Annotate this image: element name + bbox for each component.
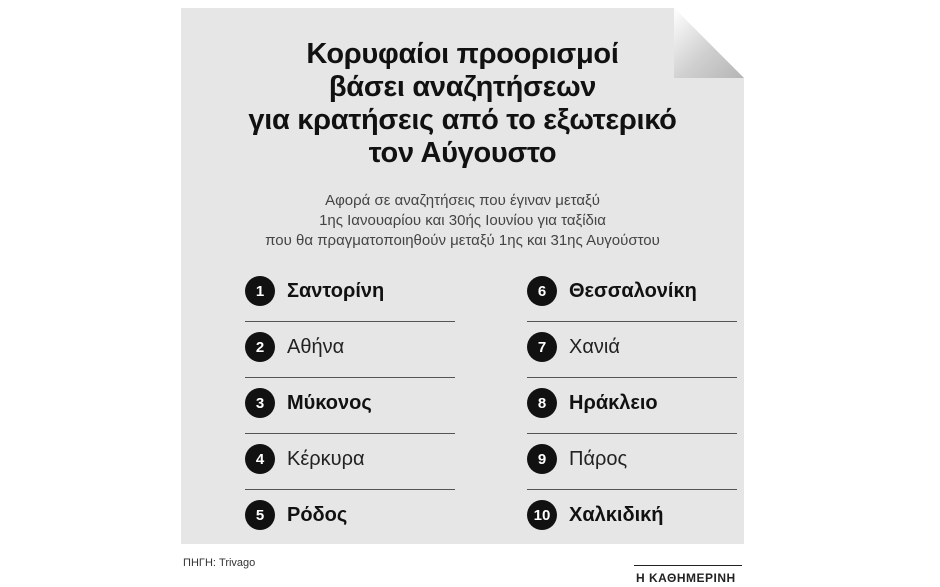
rank-badge: 1	[245, 276, 275, 306]
publisher-logo: Η ΚΑΘΗΜΕΡΙΝΗ	[636, 571, 736, 585]
divider	[527, 321, 737, 322]
ranking-item	[245, 388, 455, 444]
destination-name: Κέρκυρα	[287, 448, 365, 470]
destination-name: Αθήνα	[287, 336, 345, 358]
ranking-item	[245, 332, 455, 388]
ranking-item	[245, 500, 455, 556]
destination-name: Ρόδος	[287, 504, 348, 526]
ranking-item	[527, 276, 737, 332]
destination-name: Πάρος	[569, 448, 628, 470]
rank-badge: 3	[245, 388, 275, 418]
divider	[527, 377, 737, 378]
rank-badge: 10	[527, 500, 557, 530]
ranking-item	[245, 276, 455, 332]
rank-badge: 5	[245, 500, 275, 530]
subtitle-line: που θα πραγματοποιηθούν μεταξύ 1ης και 31ης Αυγούστου	[265, 232, 660, 249]
brand-divider	[634, 565, 742, 566]
destination-name: Θεσσαλονίκη	[569, 280, 697, 302]
divider	[245, 433, 455, 434]
infographic-title	[181, 38, 744, 170]
destination-name: Μύκονος	[287, 392, 372, 414]
rank-badge: 4	[245, 444, 275, 474]
title-line: βάσει αναζητήσεων	[328, 71, 597, 103]
ranking-column-right	[527, 276, 737, 556]
rank-badge: 6	[527, 276, 557, 306]
source-credit: ΠΗΓΗ: Trivago	[183, 557, 256, 569]
destination-name: Ηράκλειο	[569, 392, 658, 414]
rank-badge: 8	[527, 388, 557, 418]
title-line: τον Αύγουστο	[368, 137, 557, 169]
rank-badge: 7	[527, 332, 557, 362]
destination-name: Σαντορίνη	[287, 280, 385, 302]
rank-badge: 9	[527, 444, 557, 474]
subtitle-line: Αφορά σε αναζητήσεις που έγιναν μεταξύ	[325, 192, 600, 209]
infographic-card	[181, 8, 744, 544]
ranking-column-left	[245, 276, 455, 556]
ranking-item	[527, 444, 737, 500]
divider	[245, 489, 455, 490]
ranking-item	[527, 388, 737, 444]
infographic-subtitle	[181, 191, 744, 251]
ranking-item	[245, 444, 455, 500]
title-line: για κρατήσεις από το εξωτερικό	[248, 104, 677, 136]
rank-badge: 2	[245, 332, 275, 362]
destination-name: Χανιά	[569, 336, 620, 358]
title-line: Κορυφαίοι προορισμοί	[306, 38, 619, 70]
divider	[527, 433, 737, 434]
divider	[245, 377, 455, 378]
destination-name: Χαλκιδική	[569, 504, 664, 526]
divider	[245, 321, 455, 322]
subtitle-line: 1ης Ιανουαρίου και 30ής Ιουνίου για ταξίδια	[319, 212, 606, 229]
ranking-item	[527, 500, 737, 556]
ranking-item	[527, 332, 737, 388]
divider	[527, 489, 737, 490]
